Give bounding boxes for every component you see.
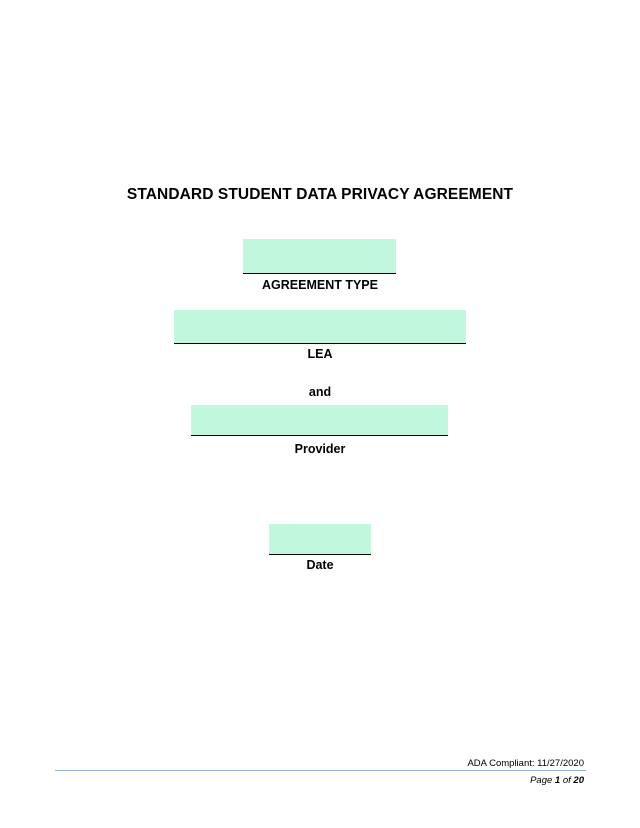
provider-label: Provider [294,442,346,456]
footer-divider [55,770,586,771]
document-title: STANDARD STUDENT DATA PRIVACY AGREEMENT [126,186,514,203]
provider-field[interactable] [191,405,448,436]
date-label: Date [306,558,334,572]
agreement-type-label: AGREEMENT TYPE [262,278,378,292]
page-current: 1 [554,775,561,786]
lea-label: LEA [307,347,333,361]
ada-compliance-note: ADA Compliant: 11/27/2020 [467,758,584,769]
and-connector: and [308,385,332,399]
page-of: of [562,775,571,786]
page-word: Page [530,775,553,786]
date-field[interactable] [269,524,371,555]
lea-field[interactable] [174,310,466,344]
page-number [530,775,584,786]
agreement-type-field[interactable] [243,239,396,274]
page-total: 20 [573,775,584,786]
